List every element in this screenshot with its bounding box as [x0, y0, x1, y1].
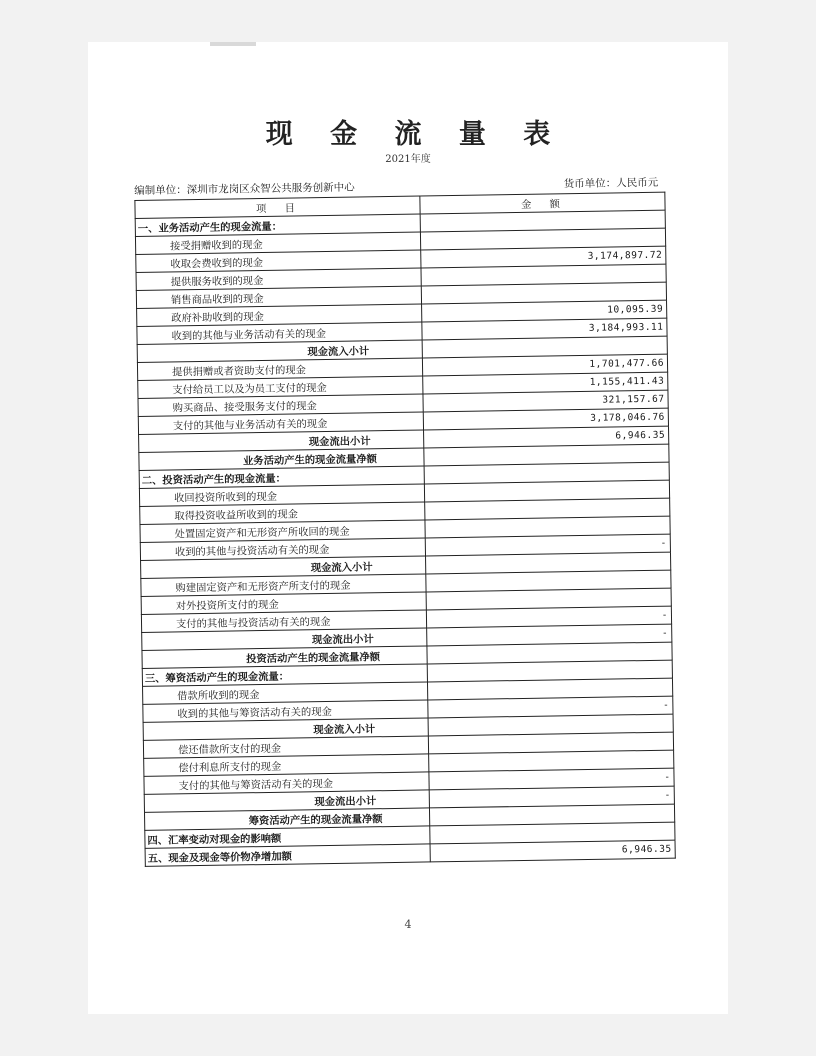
document-title: 现 金 流 量 表	[265, 119, 565, 150]
row-amount: 3,184,993.11	[422, 318, 667, 340]
row-item-label: 支付的其他与投资活动有关的现金	[141, 610, 426, 632]
row-item-label: 收到的其他与业务活动有关的现金	[137, 322, 422, 344]
row-item-label: 现金流出小计	[142, 628, 427, 650]
row-item-label: 收到的其他与投资活动有关的现金	[140, 538, 425, 560]
row-item-label: 取得投资收益所收到的现金	[140, 502, 425, 524]
page-number: 4	[404, 918, 412, 931]
scan-mark	[210, 42, 256, 46]
row-item-label: 投资活动产生的现金流量净额	[142, 646, 427, 668]
row-item-label: 支付的其他与业务活动有关的现金	[138, 412, 423, 434]
row-amount: 3,178,046.76	[423, 408, 668, 430]
document-year: 2021年度	[385, 154, 431, 165]
column-header-item: 项 目	[135, 196, 420, 218]
row-item-label: 收取会费收到的现金	[136, 250, 421, 272]
row-item-label: 提供服务收到的现金	[136, 268, 421, 290]
row-item-label: 提供捐赠或者资助支付的现金	[137, 358, 422, 380]
row-item-label: 业务活动产生的现金流量净额	[139, 448, 424, 470]
row-item-label: 对外投资所支付的现金	[141, 592, 426, 614]
row-amount: 1,155,411.43	[423, 372, 668, 394]
column-header-amount: 金 额	[420, 192, 665, 214]
row-item-label: 一、业务活动产生的现金流量：	[135, 214, 420, 236]
row-item-label: 四、汇率变动对现金的影响额	[145, 826, 430, 848]
row-item-label: 收回投资所收到的现金	[139, 484, 424, 506]
row-item-label: 现金流出小计	[144, 790, 429, 812]
row-amount: 1,701,477.66	[422, 354, 667, 376]
row-item-label: 销售商品收到的现金	[136, 286, 421, 308]
row-item-label: 偿付利息所支付的现金	[144, 754, 429, 776]
row-amount: 10,095.39	[422, 300, 667, 322]
row-amount: -	[428, 696, 673, 718]
row-amount: -	[426, 606, 671, 628]
row-amount: -	[425, 534, 670, 556]
row-amount: -	[427, 624, 672, 646]
row-amount: -	[429, 768, 674, 790]
row-item-label: 现金流入小计	[143, 718, 428, 740]
row-item-label: 支付的其他与筹资活动有关的现金	[144, 772, 429, 794]
row-item-label: 偿还借款所支付的现金	[143, 736, 428, 758]
row-item-label: 接受捐赠收到的现金	[135, 232, 420, 254]
row-item-label: 政府补助收到的现金	[137, 304, 422, 326]
cash-flow-table	[134, 192, 675, 867]
row-item-label: 购建固定资产和无形资产所支付的现金	[141, 574, 426, 596]
row-item-label: 五、现金及现金等价物净增加额	[145, 844, 430, 866]
row-item-label: 处置固定资产和无形资产所收回的现金	[140, 520, 425, 542]
row-amount: -	[429, 786, 674, 808]
row-amount: 321,157.67	[423, 390, 668, 412]
row-item-label: 现金流出小计	[139, 430, 424, 452]
row-amount: 3,174,897.72	[421, 246, 666, 268]
row-item-label: 购买商品、接受服务支付的现金	[138, 394, 423, 416]
row-item-label: 三、筹资活动产生的现金流量：	[142, 664, 427, 686]
row-item-label: 筹资活动产生的现金流量净额	[144, 808, 429, 830]
org-label: 编制单位：深圳市龙岗区众智公共服务创新中心	[134, 181, 355, 197]
row-item-label: 二、投资活动产生的现金流量：	[139, 466, 424, 488]
row-item-label: 现金流入小计	[137, 340, 422, 362]
currency-label: 货币单位：人民币元	[563, 176, 659, 191]
table-body	[135, 210, 675, 866]
row-amount: 6,946.35	[424, 426, 669, 448]
row-item-label: 借款所收到的现金	[143, 682, 428, 704]
row-item-label: 收到的其他与筹资活动有关的现金	[143, 700, 428, 722]
cash-flow-statement	[134, 168, 675, 867]
row-amount: 6,946.35	[430, 840, 675, 862]
row-item-label: 现金流入小计	[141, 556, 426, 578]
row-item-label: 支付给员工以及为员工支付的现金	[138, 376, 423, 398]
